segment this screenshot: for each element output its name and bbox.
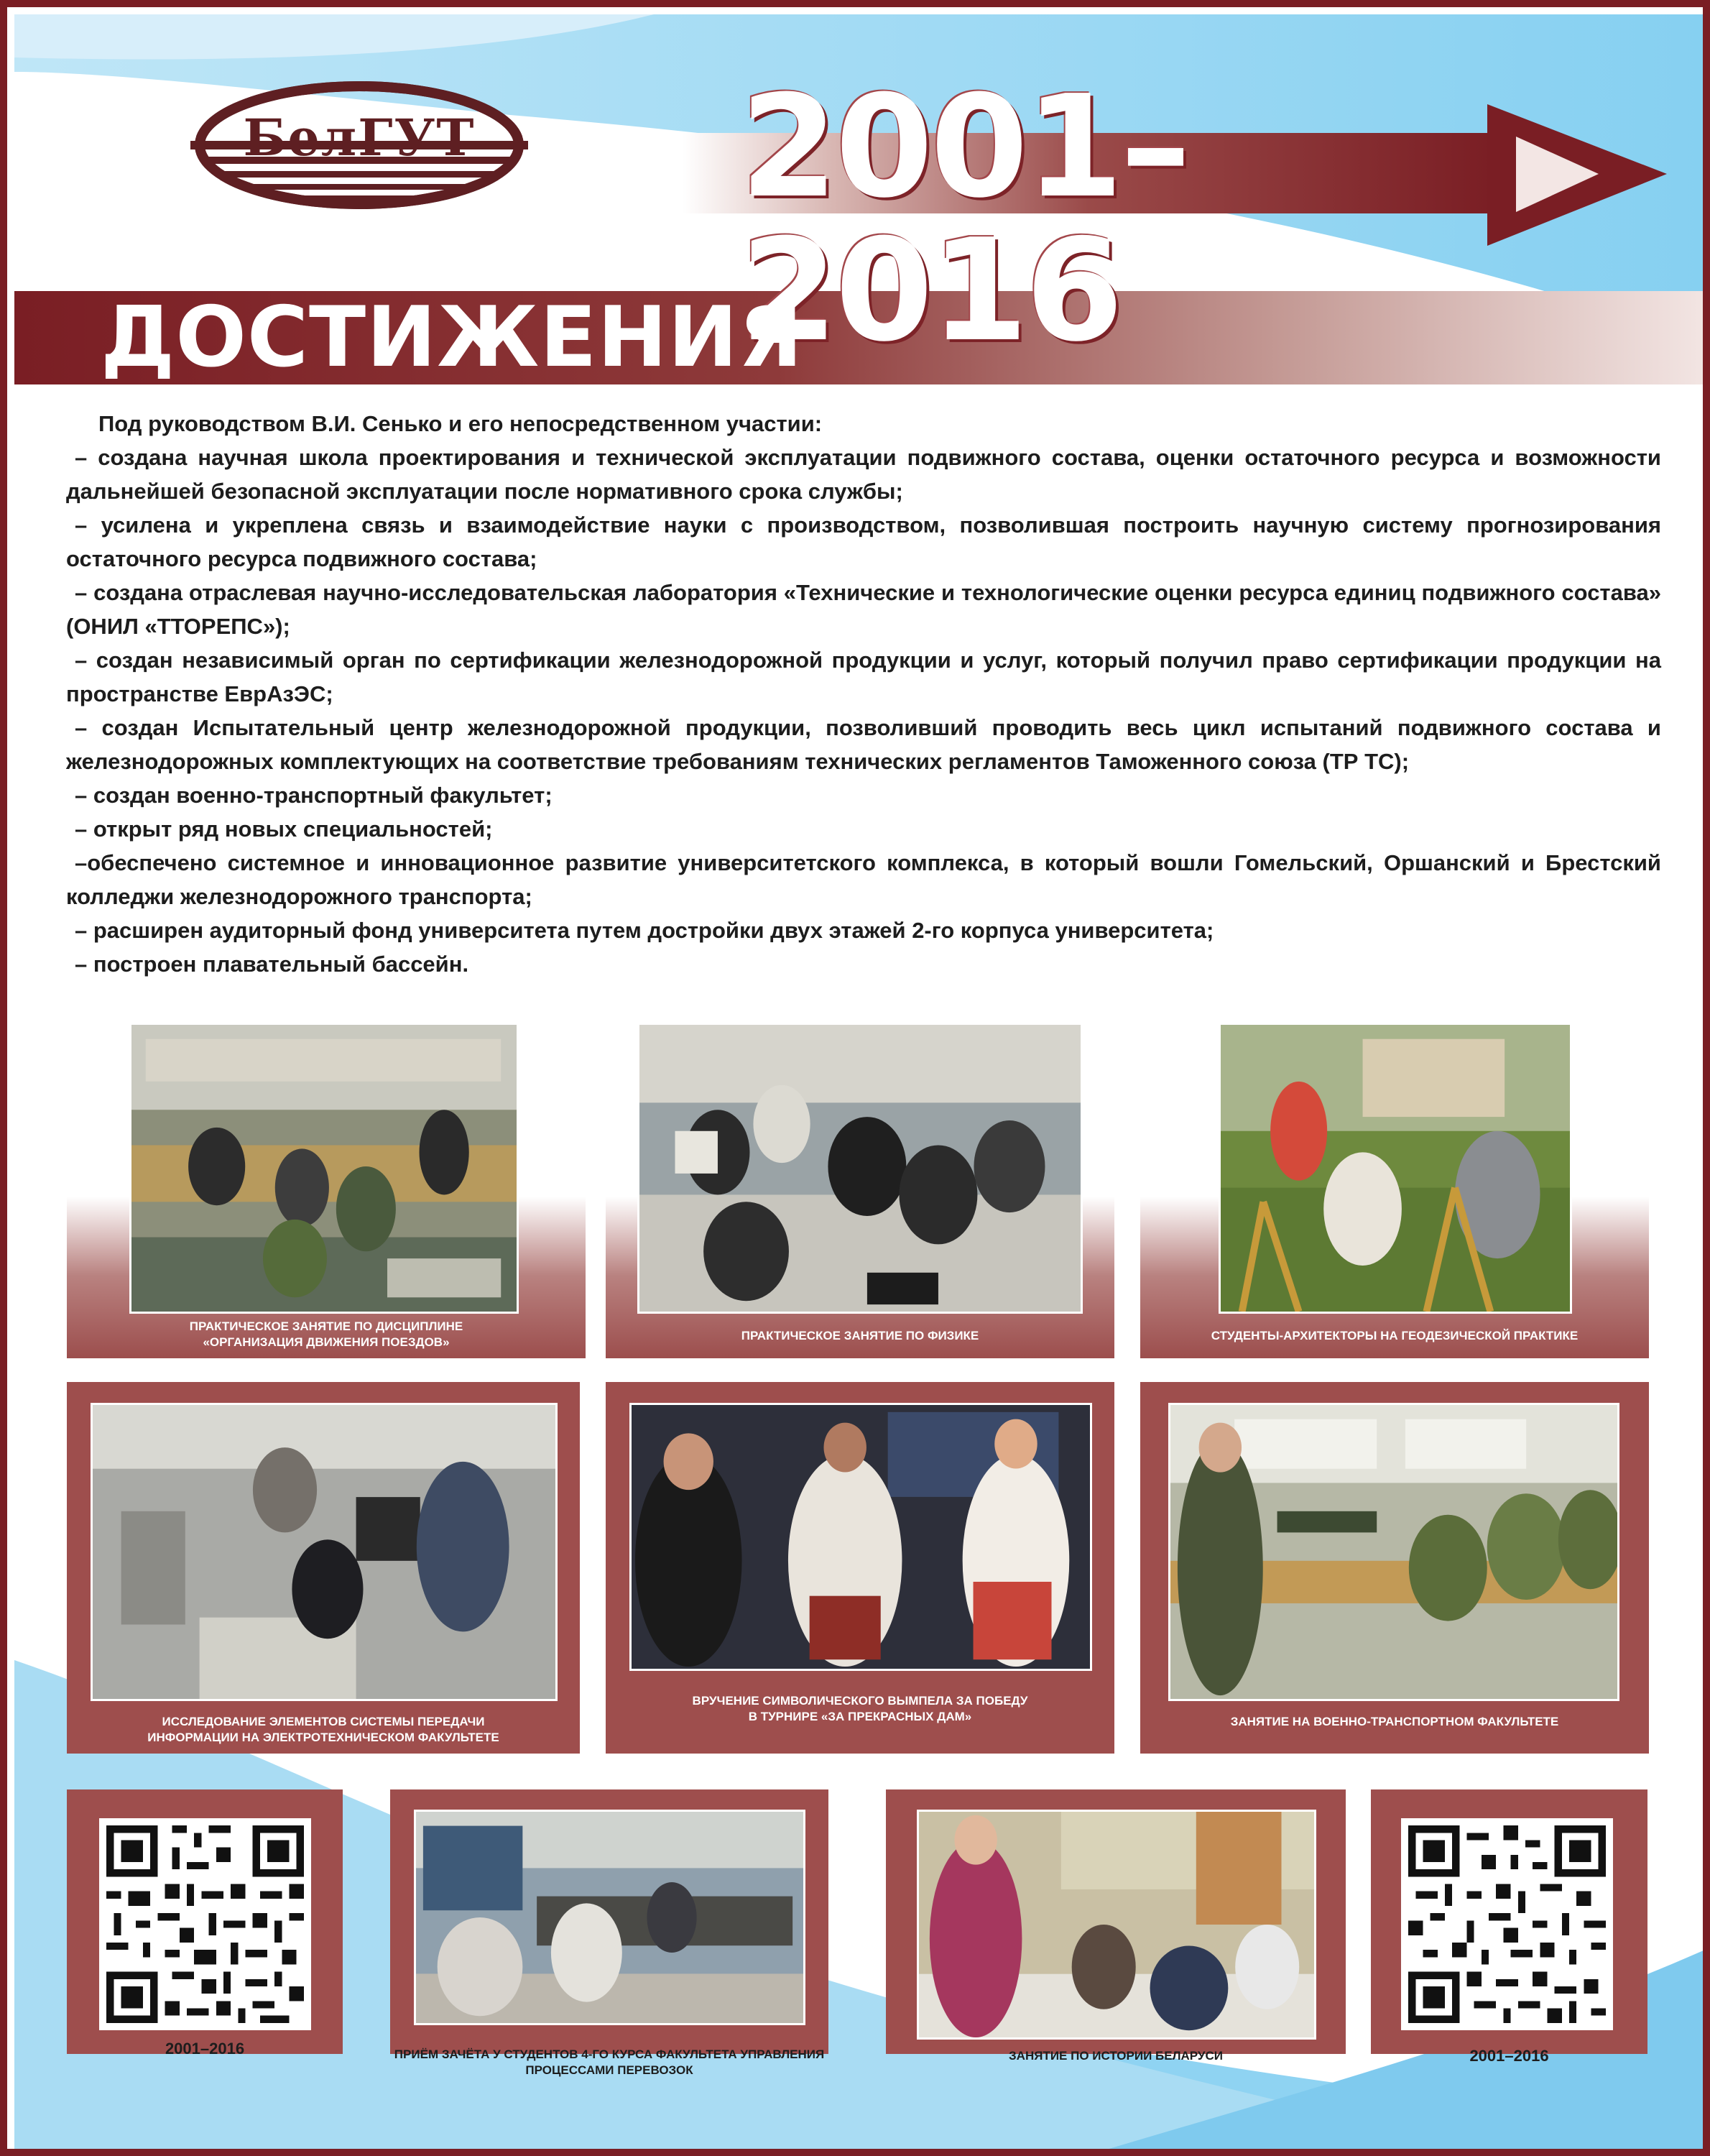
photo-caption: ПРАКТИЧЕСКОЕ ЗАНЯТИЕ ПО ФИЗИКЕ: [741, 1329, 979, 1342]
photo-exam: [414, 1810, 805, 2025]
achievement-item: – создана отраслевая научно-исследовательская лаборатория «Технические и технологические оценки ресурса единиц подвижного состава» (ОНИЛ «ТТОРЕПС»);: [66, 580, 1661, 639]
achievement-item: – создан Испытательный центр железнодорожной продукции, позволивший проводить весь цикл испытаний подвижного состава и железнодорожных комплектующих на соответствие требованиям технических регламентов Таможенного союза (ТР ТС);: [66, 715, 1661, 774]
photo-caption: ИССЛЕДОВАНИЕ ЭЛЕМЕНТОВ СИСТЕМЫ ПЕРЕДАЧИ ИНФОРМАЦИИ НА ЭЛЕКТРОТЕХНИЧЕСКОМ ФАКУЛЬТЕТЕ: [147, 1715, 499, 1744]
photo-physics-class: [637, 1023, 1083, 1314]
belgut-logo: [190, 79, 528, 230]
qr-code-icon: [1401, 1818, 1613, 2030]
logo-text: БелГУТ: [243, 108, 476, 167]
achievement-item: – расширен аудиторный фонд университета путем достройки двух этажей 2-го корпуса университета;: [75, 918, 1214, 943]
qr-code-icon: [99, 1818, 311, 2030]
photo-caption: ЗАНЯТИЕ НА ВОЕННО-ТРАНСПОРТНОМ ФАКУЛЬТЕТЕ: [1230, 1715, 1559, 1728]
page-title: ДОСТИЖЕНИЯ: [101, 289, 803, 386]
photo-geodesy-practice: [1219, 1023, 1572, 1314]
photo-pennant-ceremony: [629, 1403, 1092, 1671]
photo-train-traffic-class: [129, 1023, 519, 1314]
qr-code-right[interactable]: [1401, 1818, 1613, 2030]
qr-code-left[interactable]: [99, 1818, 311, 2030]
intro-paragraph: Под руководством В.И. Сенько и его непосредственном участии:: [98, 411, 823, 436]
achievement-item: – усилена и укреплена связь и взаимодействие науки с производством, позволившая построить научную систему прогнозирования остаточного ресурса подвижного состава;: [66, 512, 1661, 571]
achievement-item: –обеспечено системное и инновационное развитие университетского комплекса, в который вошли Гомельский, Оршанский и Брестский колледжи железнодорожного транспорта;: [66, 850, 1661, 909]
photo-caption: ВРУЧЕНИЕ СИМВОЛИЧЕСКОГО ВЫМПЕЛА ЗА ПОБЕДУ В ТУРНИРЕ «ЗА ПРЕКРАСНЫХ ДАМ»: [692, 1694, 1028, 1723]
photo-history-class: [917, 1810, 1316, 2040]
achievement-item: – построен плавательный бассейн.: [75, 952, 469, 977]
years-banner: 2001–2016: [740, 65, 1188, 373]
photo-caption: СТУДЕНТЫ-АРХИТЕКТОРЫ НА ГЕОДЕЗИЧЕСКОЙ ПРАКТИКЕ: [1211, 1329, 1579, 1342]
achievement-item: – создан независимый орган по сертификации железнодорожной продукции и услуг, который получил право сертификации продукции на пространстве ЕврАзЭС;: [66, 648, 1661, 706]
qr-label-left: 2001–2016: [165, 2040, 245, 2058]
qr-label-right: 2001–2016: [1469, 2047, 1549, 2065]
achievement-item: – создан военно-транспортный факультет;: [75, 783, 553, 808]
photo-electrotech-lab: [91, 1403, 558, 1701]
achievement-item: – открыт ряд новых специальностей;: [75, 816, 493, 842]
achievements-text: [66, 407, 1661, 981]
photo-caption: ПРИЁМ ЗАЧЁТА У СТУДЕНТОВ 4-ГО КУРСА ФАКУЛЬТЕТА УПРАВЛЕНИЯ ПРОЦЕССАМИ ПЕРЕВОЗОК: [394, 2047, 825, 2077]
photo-caption: ЗАНЯТИЕ ПО ИСТОРИИ БЕЛАРУСИ: [1009, 2049, 1223, 2063]
photo-caption: ПРАКТИЧЕСКОЕ ЗАНЯТИЕ ПО ДИСЦИПЛИНЕ «ОРГАНИЗАЦИЯ ДВИЖЕНИЯ ПОЕЗДОВ»: [189, 1319, 463, 1349]
photo-military-class: [1168, 1403, 1619, 1701]
achievement-item: – создана научная школа проектирования и технической эксплуатации подвижного состава, оценки остаточного ресурса и возможности дальнейшей безопасной эксплуатации после нормативного срока службы;: [66, 445, 1661, 504]
